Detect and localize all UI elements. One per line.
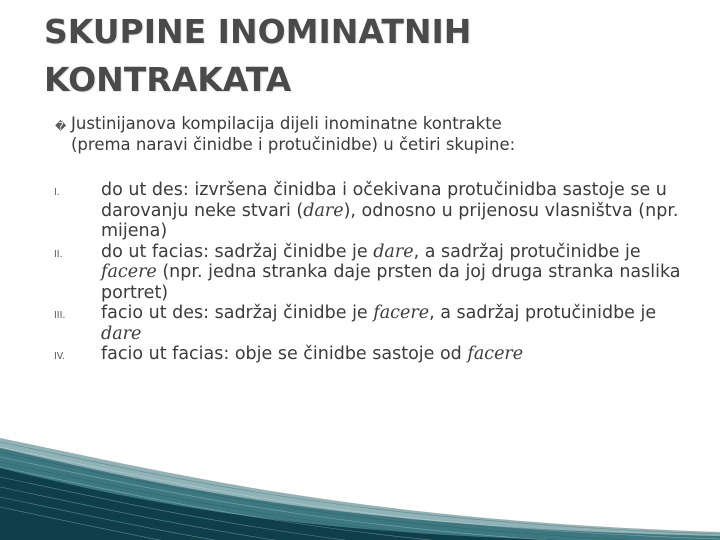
item-text: , a sadržaj protučinidbe je: [413, 241, 641, 262]
list-item: [54, 180, 694, 242]
list-number: IV.: [54, 351, 66, 362]
item-text: , a sadržaj protučinidbe je: [429, 303, 657, 323]
item-text: facio ut facias: obje se činidbe sastoje od: [101, 344, 468, 364]
list-number: I.: [54, 187, 60, 198]
intro-line-2: (prema naravi činidbe i protučinidbe) u četiri skupine:: [71, 135, 516, 154]
item-emphasis: facere: [467, 344, 524, 364]
item-text: do ut des: izvršena činidba i očekivana protučinidba sastoje se u darovanju neke stvari (: [101, 180, 667, 221]
intro-paragraph: [55, 113, 655, 155]
list-item: [54, 344, 694, 365]
group-list: [54, 180, 694, 365]
item-emphasis: dare: [373, 241, 414, 262]
decorative-wave: [0, 420, 720, 540]
bullet-icon: �: [55, 120, 67, 133]
item-text: (npr. jedna stranka daje prsten da joj druga stranka naslika portret): [101, 262, 681, 303]
intro-line-1: Justinijanova kompilacija dijeli inominatne kontrakte: [71, 114, 502, 133]
item-emphasis: dare: [101, 323, 142, 344]
list-number: III.: [54, 310, 66, 321]
item-emphasis: facere: [101, 262, 157, 282]
title-line-1: SKUPINE INOMINATNIH: [44, 12, 472, 51]
item-emphasis: dare: [303, 200, 344, 221]
item-text: ), odnosno u prijenosu vlasništva (npr. mijena): [101, 200, 679, 241]
list-item: [54, 303, 694, 344]
slide-title: [44, 8, 564, 104]
list-item: [54, 242, 694, 304]
list-number: II.: [54, 248, 63, 260]
item-emphasis: facere: [373, 303, 430, 323]
item-text: do ut facias: sadržaj činidbe je: [101, 241, 374, 262]
title-line-2: KONTRAKATA: [44, 60, 292, 99]
item-text: facio ut des: sadržaj činidbe je: [101, 303, 374, 323]
